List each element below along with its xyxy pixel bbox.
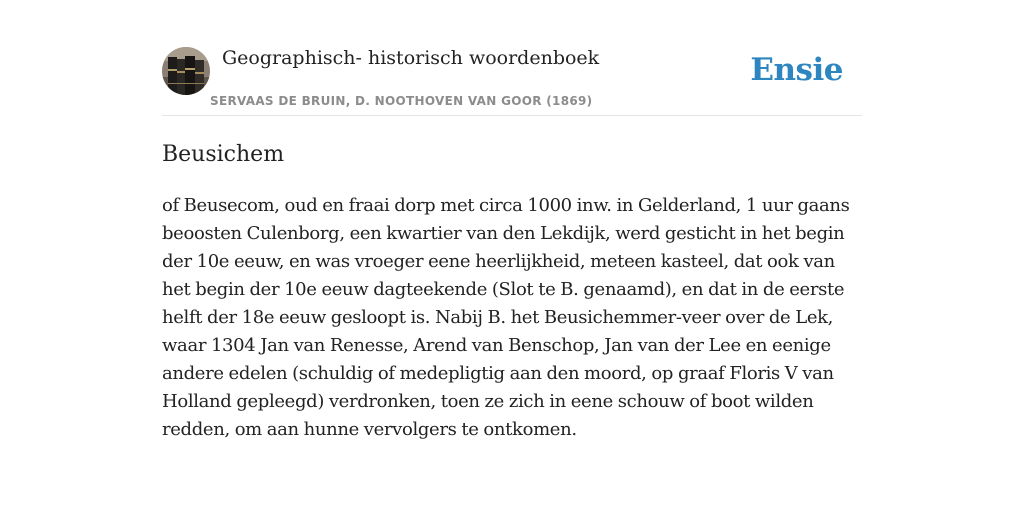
- entry-container: [162, 0, 862, 440]
- book-title[interactable]: Geographisch- historisch woordenboek: [222, 47, 600, 69]
- book-cover-avatar[interactable]: [162, 47, 210, 95]
- entry-title: Beusichem: [162, 142, 285, 167]
- entry-body: of Beusecom, oud en fraai dorp met circa 1000 inw. in Gelderland, 1 uur gaans beoosten Culenborg, een kwartier van den Lekdijk, werd gesticht in het begin der 10e eeuw, en was vroeger eene heerlijkheid, meteen kasteel, dat ook van het begin der 10e eeuw dagteekende (Slot te B. genaamd), en dat in de eerste helft der 18e eeuw gesloopt is. Nabij B. het Beusichemmer-veer over de Lek, waar 1304 Jan van Renesse, Arend van Benschop, Jan van der Lee en eenige andere edelen (schuldig of medepligtig aan den moord, op graaf Floris V van Holland gepleegd) verdronken, toen ze zich in eene schouw of boot wilden redden, om aan hunne vervolgers te ontkomen.: [162, 195, 850, 440]
- book-author: SERVAAS DE BRUIN, D. NOOTHOVEN VAN GOOR (1869): [210, 94, 593, 108]
- ensie-logo[interactable]: Ensie: [750, 52, 843, 88]
- book-header: [162, 0, 862, 116]
- book-spines-icon: [162, 47, 210, 95]
